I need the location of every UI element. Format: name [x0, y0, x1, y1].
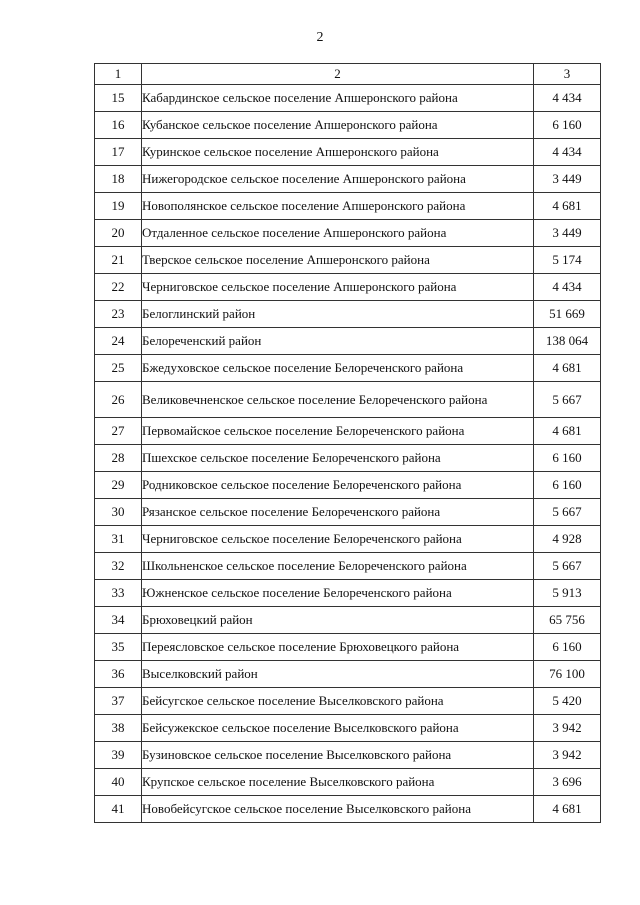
row-name: Родниковское сельское поселение Белореченского района: [142, 472, 534, 499]
row-value: 6 160: [534, 472, 601, 499]
header-row: [95, 64, 601, 85]
table-row: [95, 139, 601, 166]
table-row: [95, 247, 601, 274]
row-number: 30: [95, 499, 142, 526]
table-row: [95, 274, 601, 301]
row-name: Нижегородское сельское поселение Апшеронского района: [142, 166, 534, 193]
row-value: 5 667: [534, 499, 601, 526]
row-name: Черниговское сельское поселение Белореченского района: [142, 526, 534, 553]
row-value: 3 696: [534, 769, 601, 796]
table-row: [95, 220, 601, 247]
row-name: Кабардинское сельское поселение Апшеронского района: [142, 85, 534, 112]
row-name: Рязанское сельское поселение Белореченского района: [142, 499, 534, 526]
table-row: [95, 85, 601, 112]
row-value: 6 160: [534, 634, 601, 661]
row-name: Крупское сельское поселение Выселковского района: [142, 769, 534, 796]
table-row: [95, 382, 601, 418]
table-row: [95, 301, 601, 328]
row-name: Кубанское сельское поселение Апшеронского района: [142, 112, 534, 139]
row-number: 39: [95, 742, 142, 769]
row-number: 33: [95, 580, 142, 607]
row-name: Первомайское сельское поселение Белореченского района: [142, 418, 534, 445]
row-name: Бузиновское сельское поселение Выселковского района: [142, 742, 534, 769]
row-value: 5 667: [534, 382, 601, 418]
column-header-2: 2: [142, 64, 534, 85]
row-value: 4 681: [534, 193, 601, 220]
row-value: 76 100: [534, 661, 601, 688]
row-name: Новобейсугское сельское поселение Выселковского района: [142, 796, 534, 823]
row-value: 4 434: [534, 274, 601, 301]
table-row: [95, 796, 601, 823]
page-number: 2: [316, 30, 324, 45]
row-value: 5 174: [534, 247, 601, 274]
row-name: Бейсугское сельское поселение Выселковского района: [142, 688, 534, 715]
row-number: 21: [95, 247, 142, 274]
row-value: 51 669: [534, 301, 601, 328]
row-value: 4 681: [534, 418, 601, 445]
row-name: Куринское сельское поселение Апшеронского района: [142, 139, 534, 166]
row-value: 6 160: [534, 445, 601, 472]
row-number: 18: [95, 166, 142, 193]
row-name: Брюховецкий район: [142, 607, 534, 634]
row-number: 32: [95, 553, 142, 580]
table-row: [95, 418, 601, 445]
row-number: 38: [95, 715, 142, 742]
row-number: 37: [95, 688, 142, 715]
row-value: 65 756: [534, 607, 601, 634]
row-number: 34: [95, 607, 142, 634]
row-number: 36: [95, 661, 142, 688]
row-name: Тверское сельское поселение Апшеронского района: [142, 247, 534, 274]
row-number: 31: [95, 526, 142, 553]
row-name: Черниговское сельское поселение Апшеронского района: [142, 274, 534, 301]
row-value: 4 681: [534, 796, 601, 823]
table-row: [95, 166, 601, 193]
row-value: 4 434: [534, 85, 601, 112]
row-name: Великовечненское сельское поселение Белореченского района: [142, 382, 534, 418]
table-row: [95, 715, 601, 742]
table-row: [95, 499, 601, 526]
row-number: 41: [95, 796, 142, 823]
column-header-1: 1: [95, 64, 142, 85]
table-row: [95, 634, 601, 661]
row-value: 3 942: [534, 715, 601, 742]
row-name: Южненское сельское поселение Белореченского района: [142, 580, 534, 607]
row-value: 3 449: [534, 166, 601, 193]
row-name: Отдаленное сельское поселение Апшеронского района: [142, 220, 534, 247]
row-name: Белореченский район: [142, 328, 534, 355]
row-number: 40: [95, 769, 142, 796]
table-header: [95, 64, 601, 85]
row-name: Бейсужекское сельское поселение Выселковского района: [142, 715, 534, 742]
table-row: [95, 661, 601, 688]
row-value: 6 160: [534, 112, 601, 139]
data-table: [94, 63, 601, 823]
table-row: [95, 328, 601, 355]
row-value: 3 942: [534, 742, 601, 769]
table-row: [95, 526, 601, 553]
row-name: Переясловское сельское поселение Брюховецкого района: [142, 634, 534, 661]
row-number: 35: [95, 634, 142, 661]
column-header-3: 3: [534, 64, 601, 85]
row-name: Выселковский район: [142, 661, 534, 688]
row-number: 28: [95, 445, 142, 472]
row-value: 5 420: [534, 688, 601, 715]
row-number: 27: [95, 418, 142, 445]
table-row: [95, 472, 601, 499]
row-name: Новополянское сельское поселение Апшеронского района: [142, 193, 534, 220]
row-name: Бжедуховское сельское поселение Белореченского района: [142, 355, 534, 382]
row-value: 4 681: [534, 355, 601, 382]
row-number: 22: [95, 274, 142, 301]
row-number: 26: [95, 382, 142, 418]
row-name: Школьненское сельское поселение Белореченского района: [142, 553, 534, 580]
table-body: [95, 85, 601, 823]
row-value: 5 667: [534, 553, 601, 580]
table-row: [95, 553, 601, 580]
row-value: 3 449: [534, 220, 601, 247]
table-row: [95, 193, 601, 220]
row-number: 17: [95, 139, 142, 166]
table-row: [95, 688, 601, 715]
row-number: 16: [95, 112, 142, 139]
row-value: 4 928: [534, 526, 601, 553]
row-number: 15: [95, 85, 142, 112]
row-number: 25: [95, 355, 142, 382]
row-value: 5 913: [534, 580, 601, 607]
table-row: [95, 580, 601, 607]
row-name: Белоглинский район: [142, 301, 534, 328]
table-row: [95, 607, 601, 634]
row-name: Пшехское сельское поселение Белореченского района: [142, 445, 534, 472]
table-row: [95, 769, 601, 796]
table-row: [95, 112, 601, 139]
table-row: [95, 445, 601, 472]
row-number: 24: [95, 328, 142, 355]
row-number: 19: [95, 193, 142, 220]
table-row: [95, 742, 601, 769]
row-value: 138 064: [534, 328, 601, 355]
row-number: 20: [95, 220, 142, 247]
table-row: [95, 355, 601, 382]
row-value: 4 434: [534, 139, 601, 166]
row-number: 23: [95, 301, 142, 328]
row-number: 29: [95, 472, 142, 499]
